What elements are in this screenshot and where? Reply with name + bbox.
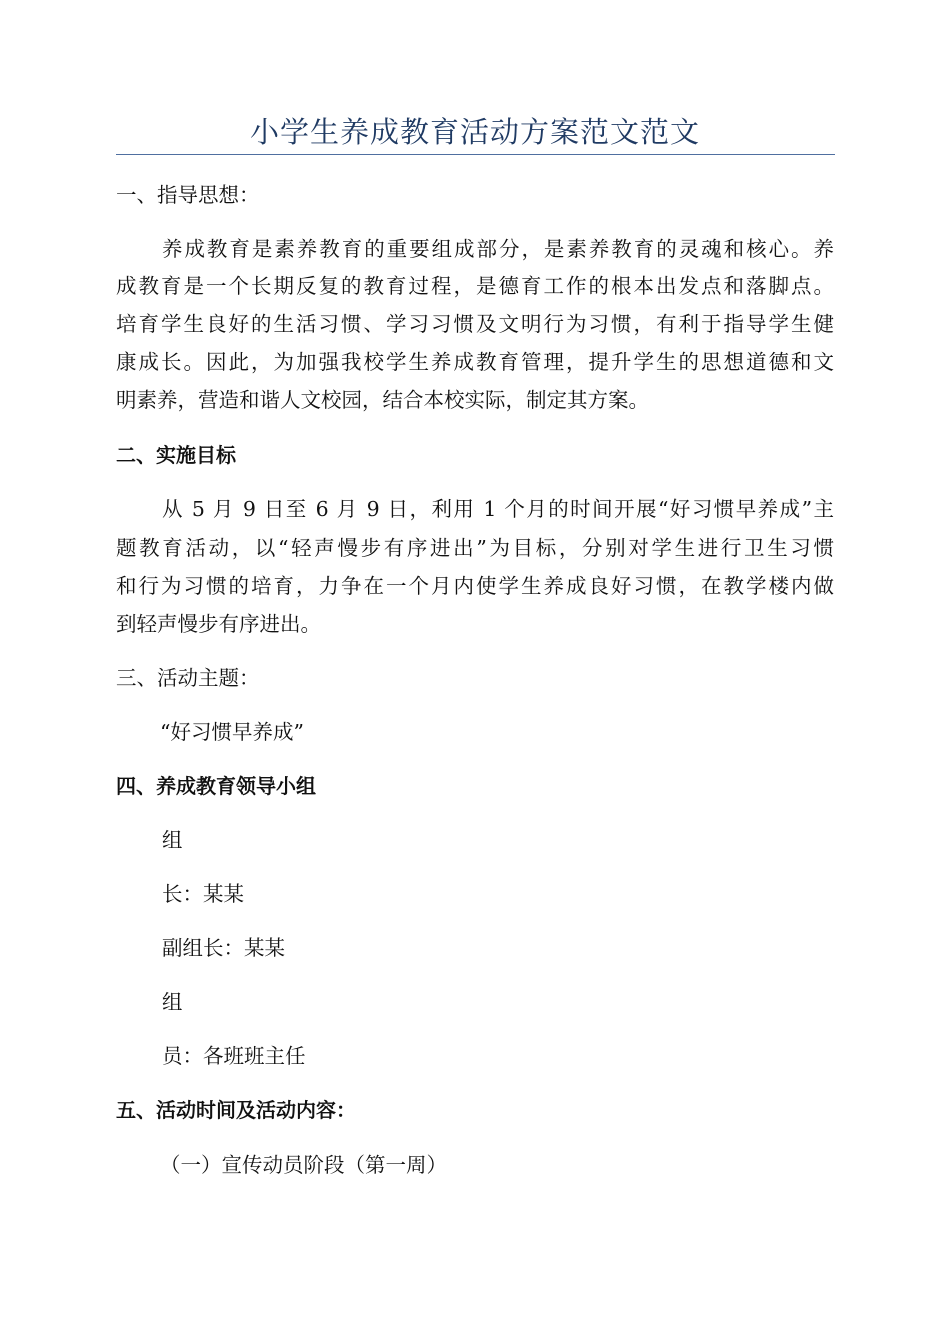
paragraph-line: 成教育是一个长期反复的教育过程，是德育工作的根本出发点和落脚点。 [116,274,834,298]
activity-theme-text: “好习惯早养成” [160,720,304,744]
paragraph-line: 养成教育是素养教育的重要组成部分，是素养教育的灵魂和核心。养 [162,237,834,261]
group-member-line: 组 [162,990,183,1014]
section-heading-guiding-ideology: 一、指导思想： [116,183,260,207]
group-member-line: 员：各班班主任 [162,1044,306,1068]
document-title: 小学生养成教育活动方案范文范文 [249,115,700,149]
paragraph-line: 康成长。因此，为加强我校学生养成教育管理，提升学生的思想道德和文 [116,350,834,374]
paragraph-line: 题教育活动，以“轻声慢步有序进出”为目标，分别对学生进行卫生习惯 [116,536,834,560]
paragraph-line: 从 5 月 9 日至 6 月 9 日，利用 1 个月的时间开展“好习惯早养成”主 [162,497,834,521]
paragraph-line: 和行为习惯的培育，力争在一个月内使学生养成良好习惯，在教学楼内做 [116,574,834,598]
subsection-heading-mobilization-stage: （一）宣传动员阶段（第一周） [160,1153,447,1177]
paragraph-line: 明素养，营造和谐人文校园，结合本校实际，制定其方案。 [116,388,649,412]
title-underline-rule [116,154,835,155]
section-heading-activity-theme: 三、活动主题： [116,666,260,690]
group-member-line: 组 [162,828,183,852]
paragraph-line: 培育学生良好的生活习惯、学习习惯及文明行为习惯，有利于指导学生健 [116,312,834,336]
section-heading-leadership-group: 四、养成教育领导小组 [116,774,316,798]
group-member-line: 副组长：某某 [162,936,285,960]
section-heading-activity-schedule: 五、活动时间及活动内容： [116,1098,356,1122]
paragraph-line: 到轻声慢步有序进出。 [116,612,321,636]
group-member-line: 长：某某 [162,882,244,906]
section-heading-implementation-goals: 二、实施目标 [116,443,236,467]
